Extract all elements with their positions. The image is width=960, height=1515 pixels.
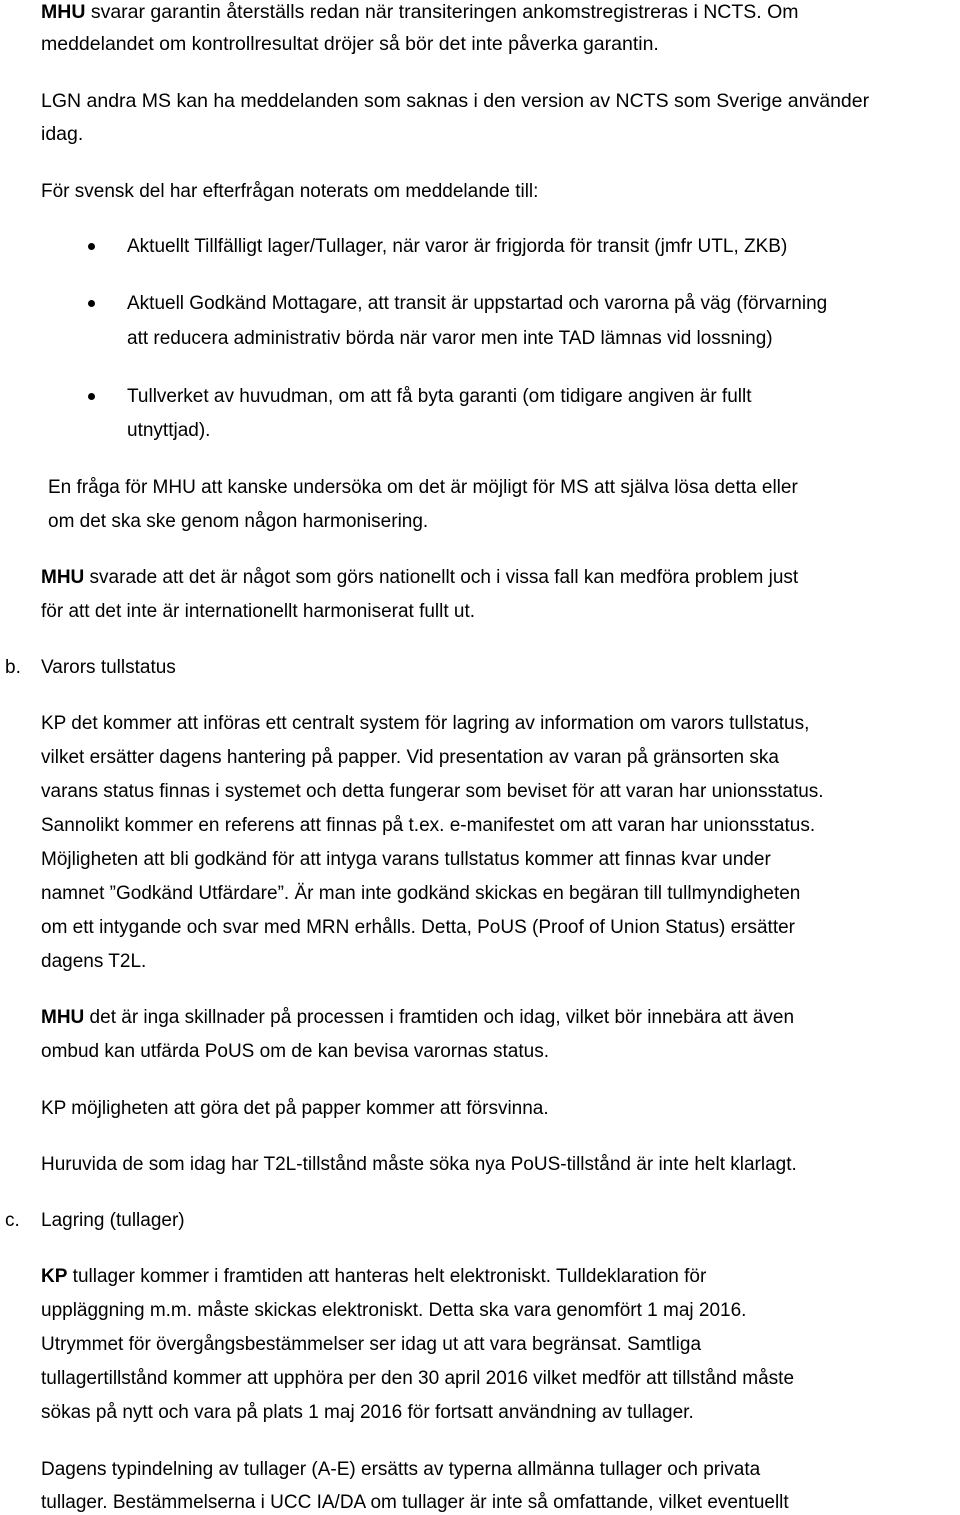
list-item: Tullverket av huvudman, om att få byta garanti (om tidigare angiven är fullt (127, 386, 752, 407)
text: svarar garantin återställs redan när transiteringen ankomstregistreras i NCTS. Om (85, 1, 799, 23)
paragraph-line: KP det kommer att införas ett centralt system för lagring av information om varors tullstatus, (41, 713, 810, 734)
paragraph-line: om det ska ske genom någon harmonisering. (48, 511, 429, 532)
paragraph-line: varans status finnas i systemet och detta fungerar som beviset för att varan har unionsstatus. (41, 781, 824, 802)
paragraph-line: Sannolikt kommer en referens att finnas på t.ex. e-manifestet om att varan har unionsstatus. (41, 815, 816, 836)
section-marker: c. (5, 1210, 20, 1231)
section-marker: b. (5, 657, 21, 678)
section-heading: Varors tullstatus (41, 657, 176, 678)
bullet-icon (88, 243, 95, 250)
paragraph-line (41, 1006, 794, 1030)
paragraph-line: för att det inte är internationellt harmoniserat fullt ut. (41, 601, 476, 622)
paragraph-line: Huruvida de som idag har T2L-tillstånd måste söka nya PoUS-tillstånd är inte helt klarlagt. (41, 1154, 797, 1175)
paragraph-line (41, 0, 799, 24)
speaker-label: KP (41, 1266, 68, 1287)
paragraph-line (41, 566, 798, 590)
paragraph-line: dagens T2L. (41, 951, 147, 972)
text: det är inga skillnader på processen i framtiden och idag, vilket bör innebära att även (84, 1007, 795, 1028)
paragraph-line: ombud kan utfärda PoUS om de kan bevisa varornas status. (41, 1041, 549, 1062)
bullet-icon (88, 300, 95, 307)
paragraph-line: En fråga för MHU att kanske undersöka om det är möjligt för MS att själva lösa detta eller (48, 477, 798, 498)
paragraph-line (41, 1265, 706, 1289)
paragraph-line: idag. (41, 123, 84, 145)
speaker-label: MHU (41, 1007, 85, 1028)
paragraph-line: vilket ersätter dagens hantering på papper. Vid presentation av varan på gränsorten ska (41, 747, 779, 768)
paragraph-line: Möjligheten att bli godkänd för att intyga varans tullstatus kommer att finnas kvar under (41, 849, 771, 870)
paragraph-line: namnet ”Godkänd Utfärdare”. Är man inte godkänd skickas en begäran till tullmyndigheten (41, 883, 801, 904)
paragraph-line: KP möjligheten att göra det på papper kommer att försvinna. (41, 1098, 549, 1119)
text: svarade att det är något som görs nationellt och i vissa fall kan medföra problem just (84, 567, 799, 588)
list-item-continuation: att reducera administrativ börda när varor men inte TAD lämnas vid lossning) (127, 328, 773, 349)
bullet-icon (88, 393, 95, 400)
paragraph-line: Utrymmet för övergångsbestämmelser ser idag ut att vara begränsat. Samtliga (41, 1334, 702, 1355)
paragraph-line: LGN andra MS kan ha meddelanden som saknas i den version av NCTS som Sverige använder (41, 90, 870, 112)
paragraph-line: sökas på nytt och vara på plats 1 maj 2016 för fortsatt användning av tullager. (41, 1402, 694, 1423)
paragraph-line: uppläggning m.m. måste skickas elektroniskt. Detta ska vara genomfört 1 maj 2016. (41, 1300, 747, 1321)
intro-text: För svensk del har efterfrågan noterats om meddelande till: (41, 181, 539, 202)
paragraph-line: tullager. Bestämmelserna i UCC IA/DA om tullager är inte så omfattande, vilket eventuellt (41, 1492, 789, 1513)
speaker-label: MHU (41, 1, 86, 23)
paragraph-line: tullagertillstånd kommer att upphöra per den 30 april 2016 vilket medför att tillstånd måste (41, 1368, 795, 1389)
speaker-label: MHU (41, 567, 85, 588)
list-item: Aktuell Godkänd Mottagare, att transit är uppstartad och varorna på väg (förvarning (127, 293, 828, 314)
paragraph-line: Dagens typindelning av tullager (A-E) ersätts av typerna allmänna tullager och privata (41, 1459, 761, 1480)
list-item: Aktuellt Tillfälligt lager/Tullager, när varor är frigjorda för transit (jmfr UTL, ZKB) (127, 236, 788, 257)
paragraph-line: om ett intygande och svar med MRN erhålls. Detta, PoUS (Proof of Union Status) ersätter (41, 917, 795, 938)
section-heading: Lagring (tullager) (41, 1210, 185, 1231)
list-item-continuation: utnyttjad). (127, 420, 211, 441)
text: tullager kommer i framtiden att hanteras helt elektroniskt. Tulldeklaration för (67, 1266, 707, 1287)
paragraph-line: meddelandet om kontrollresultat dröjer så bör det inte påverka garantin. (41, 33, 659, 55)
